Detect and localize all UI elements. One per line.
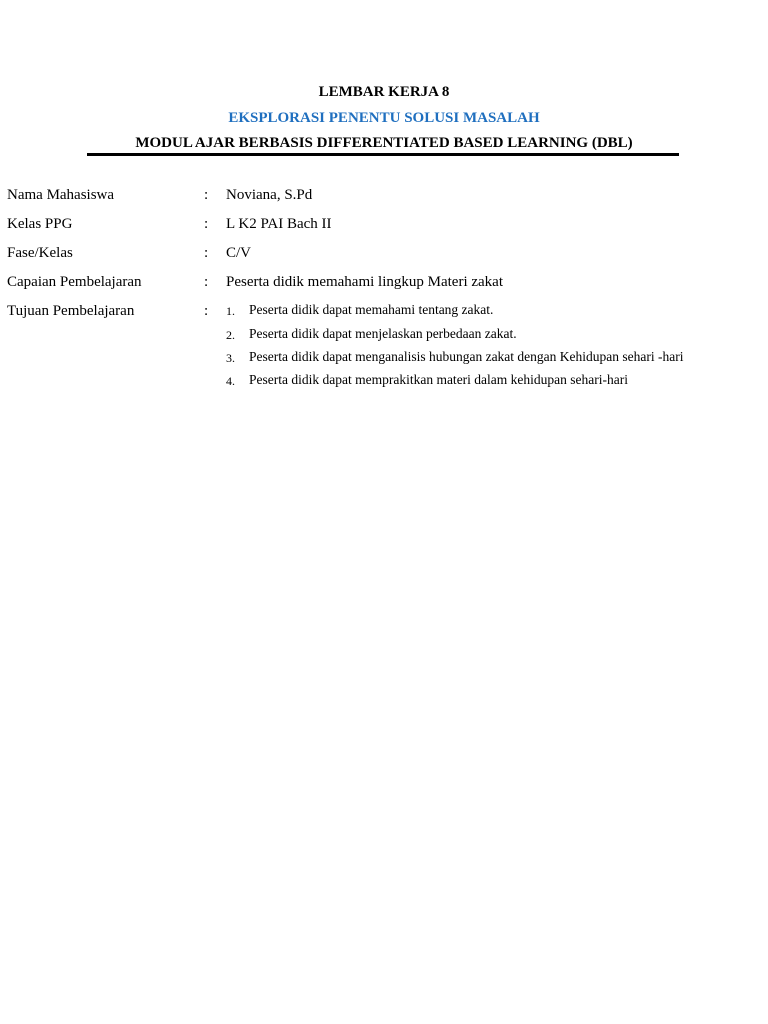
- list-item-number: 2.: [226, 328, 235, 342]
- label-fase-kelas: Fase/Kelas: [7, 245, 73, 261]
- label-nama-mahasiswa: Nama Mahasiswa: [7, 187, 115, 203]
- list-item-number: 3.: [226, 351, 235, 365]
- value-fase-kelas: C/V: [226, 245, 252, 261]
- header-divider: [87, 153, 679, 156]
- value-nama-mahasiswa: Noviana, S.Pd: [226, 187, 313, 203]
- list-item-text: Peserta didik dapat menganalisis hubungan zakat dengan Kehidupan sehari -hari: [249, 349, 684, 364]
- list-item-number: 4.: [226, 374, 235, 388]
- list-item-text: Peserta didik dapat memprakitkan materi dalam kehidupan sehari-hari: [249, 372, 628, 387]
- list-item-text: Peserta didik dapat menjelaskan perbedaan zakat.: [249, 326, 517, 341]
- module-title: MODUL AJAR BERBASIS DIFFERENTIATED BASED LEARNING (DBL): [135, 135, 633, 151]
- label-kelas-ppg: Kelas PPG: [7, 216, 73, 232]
- separator-colon: :: [204, 216, 209, 232]
- list-item-text: Peserta didik dapat memahami tentang zakat.: [249, 302, 494, 317]
- separator-colon: :: [204, 274, 209, 290]
- separator-colon: :: [204, 245, 209, 261]
- value-capaian-pembelajaran: Peserta didik memahami lingkup Materi zakat: [226, 274, 504, 290]
- worksheet-subtitle: EKSPLORASI PENENTU SOLUSI MASALAH: [228, 110, 540, 126]
- list-item-number: 1.: [226, 304, 235, 318]
- separator-colon: :: [204, 303, 209, 319]
- value-kelas-ppg: L K2 PAI Bach II: [226, 216, 332, 232]
- label-tujuan-pembelajaran: Tujuan Pembelajaran: [7, 303, 135, 319]
- label-capaian-pembelajaran: Capaian Pembelajaran: [7, 274, 142, 290]
- separator-colon: :: [204, 187, 209, 203]
- worksheet-title: LEMBAR KERJA 8: [318, 84, 450, 100]
